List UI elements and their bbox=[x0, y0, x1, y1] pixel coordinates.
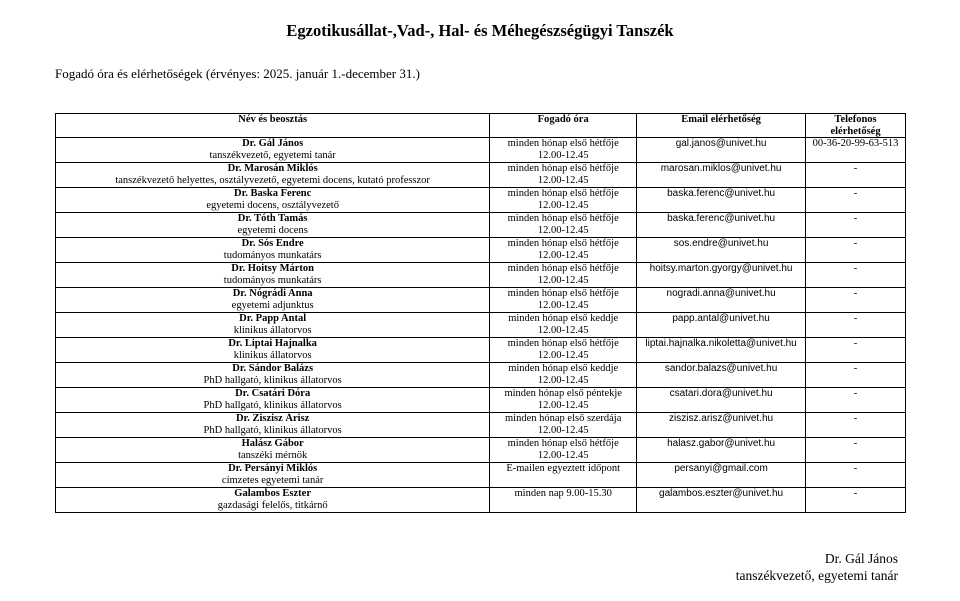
cell-office-hours bbox=[490, 413, 637, 438]
cell-name-position bbox=[56, 213, 490, 238]
cell-name-position bbox=[56, 238, 490, 263]
cell-phone: - bbox=[806, 263, 906, 288]
cell-name-position bbox=[56, 163, 490, 188]
office-hours-line: minden hónap első hétfője bbox=[507, 338, 619, 349]
staff-name: Dr. Marosán Miklós bbox=[227, 163, 318, 174]
page-title: Egzotikusállat-,Vad-, Hal- és Méhegészségügyi Tanszék bbox=[286, 21, 674, 40]
staff-position: tanszékvezető, egyetemi tanár bbox=[209, 149, 336, 161]
staff-name: Halász Gábor bbox=[241, 438, 304, 449]
cell-phone: 00-36-20-99-63-513 bbox=[806, 138, 906, 163]
cell-email[interactable]: liptai.hajnalka.nikoletta@univet.hu bbox=[637, 338, 806, 363]
header-office-hours: Fogadó óra bbox=[490, 114, 637, 138]
cell-phone: - bbox=[806, 188, 906, 213]
table-header-row bbox=[56, 114, 906, 138]
table-row bbox=[56, 288, 906, 313]
staff-position: címzetes egyetemi tanár bbox=[221, 474, 324, 486]
cell-phone: - bbox=[806, 338, 906, 363]
office-hours-line: 12.00-12.45 bbox=[537, 249, 589, 261]
cell-office-hours bbox=[490, 138, 637, 163]
cell-name-position bbox=[56, 338, 490, 363]
cell-email[interactable]: sandor.balazs@univet.hu bbox=[637, 363, 806, 388]
staff-name: Galambos Eszter bbox=[234, 488, 311, 499]
office-hours-line: 12.00-12.45 bbox=[537, 324, 589, 336]
cell-email[interactable]: papp.antal@univet.hu bbox=[637, 313, 806, 338]
office-hours-line: minden hónap első hétfője bbox=[507, 138, 619, 149]
table-row bbox=[56, 363, 906, 388]
office-hours-line: 12.00-12.45 bbox=[537, 424, 589, 436]
cell-email[interactable]: persanyi@gmail.com bbox=[637, 463, 806, 488]
office-hours-line: minden hónap első hétfője bbox=[507, 213, 619, 224]
office-hours-line: minden hónap első péntekje bbox=[504, 388, 622, 399]
table-row bbox=[56, 163, 906, 188]
cell-email[interactable]: nogradi.anna@univet.hu bbox=[637, 288, 806, 313]
cell-email[interactable]: csatari.dora@univet.hu bbox=[637, 388, 806, 413]
cell-name-position bbox=[56, 313, 490, 338]
office-hours-line: 12.00-12.45 bbox=[537, 349, 589, 361]
cell-name-position bbox=[56, 288, 490, 313]
table-row bbox=[56, 413, 906, 438]
table-row bbox=[56, 138, 906, 163]
header-email: Email elérhetőség bbox=[637, 114, 806, 138]
cell-name-position bbox=[56, 263, 490, 288]
cell-office-hours bbox=[490, 313, 637, 338]
cell-email[interactable]: gal.janos@univet.hu bbox=[637, 138, 806, 163]
table-row bbox=[56, 388, 906, 413]
staff-name: Dr. Sós Endre bbox=[241, 238, 304, 249]
cell-name-position bbox=[56, 388, 490, 413]
staff-position: tudományos munkatárs bbox=[223, 274, 322, 286]
staff-name: Dr. Liptai Hajnalka bbox=[228, 338, 317, 349]
signature-title: tanszékvezető, egyetemi tanár bbox=[735, 568, 898, 583]
cell-office-hours bbox=[490, 263, 637, 288]
table-row bbox=[56, 213, 906, 238]
cell-name-position bbox=[56, 138, 490, 163]
staff-position: PhD hallgató, klinikus állatorvos bbox=[203, 424, 342, 436]
office-hours-line: minden hónap első hétfője bbox=[507, 438, 619, 449]
cell-email[interactable]: sos.endre@univet.hu bbox=[637, 238, 806, 263]
staff-position: egyetemi docens bbox=[237, 224, 308, 236]
staff-position: PhD hallgató, klinikus állatorvos bbox=[203, 399, 342, 411]
cell-office-hours bbox=[490, 288, 637, 313]
office-hours-line: minden hónap első keddje bbox=[508, 363, 619, 374]
office-hours-line: minden hónap első szerdája bbox=[505, 413, 622, 424]
cell-email[interactable]: galambos.eszter@univet.hu bbox=[637, 488, 806, 513]
cell-phone: - bbox=[806, 388, 906, 413]
cell-name-position bbox=[56, 463, 490, 488]
staff-position: tudományos munkatárs bbox=[223, 249, 322, 261]
cell-name-position bbox=[56, 188, 490, 213]
office-hours-line: minden hónap első hétfője bbox=[507, 288, 619, 299]
cell-phone: - bbox=[806, 288, 906, 313]
cell-office-hours bbox=[490, 388, 637, 413]
staff-name: Dr. Nógrádi Anna bbox=[232, 288, 313, 299]
cell-office-hours bbox=[490, 338, 637, 363]
table-row bbox=[56, 463, 906, 488]
staff-name: Dr. Hoitsy Márton bbox=[231, 263, 315, 274]
cell-phone: - bbox=[806, 163, 906, 188]
office-hours-line: 12.00-12.45 bbox=[537, 149, 589, 161]
office-hours-line: minden hónap első hétfője bbox=[507, 238, 619, 249]
staff-position: egyetemi adjunktus bbox=[231, 299, 314, 311]
office-hours-line: 12.00-12.45 bbox=[537, 299, 589, 311]
table-row bbox=[56, 338, 906, 363]
cell-phone: - bbox=[806, 363, 906, 388]
staff-position: PhD hallgató, klinikus állatorvos bbox=[203, 374, 342, 386]
office-hours-line: 12.00-12.45 bbox=[537, 399, 589, 411]
staff-name: Dr. Persányi Miklós bbox=[228, 463, 318, 474]
office-hours-line: minden hónap első keddje bbox=[508, 313, 619, 324]
cell-office-hours bbox=[490, 163, 637, 188]
table-row bbox=[56, 313, 906, 338]
staff-position: tanszéki mérnök bbox=[238, 449, 308, 461]
table-row bbox=[56, 238, 906, 263]
signature-name: Dr. Gál János bbox=[824, 551, 898, 566]
table-row bbox=[56, 438, 906, 463]
cell-email[interactable]: baska.ferenc@univet.hu bbox=[637, 213, 806, 238]
office-hours-line: 12.00-12.45 bbox=[537, 174, 589, 186]
office-hours-line: E-mailen egyeztett időpont bbox=[506, 463, 621, 474]
cell-email[interactable]: ziszisz.arisz@univet.hu bbox=[637, 413, 806, 438]
office-hours-line: minden hónap első hétfője bbox=[507, 188, 619, 199]
cell-office-hours bbox=[490, 488, 637, 513]
header-name-position: Név és beosztás bbox=[56, 114, 490, 138]
contacts-table bbox=[55, 113, 906, 513]
cell-office-hours bbox=[490, 463, 637, 488]
cell-name-position bbox=[56, 413, 490, 438]
table-row bbox=[56, 263, 906, 288]
cell-phone: - bbox=[806, 438, 906, 463]
cell-office-hours bbox=[490, 238, 637, 263]
staff-name: Dr. Gál János bbox=[242, 138, 304, 149]
office-hours-line: minden nap 9.00-15.30 bbox=[514, 488, 612, 499]
cell-office-hours bbox=[490, 188, 637, 213]
cell-email[interactable]: marosan.miklos@univet.hu bbox=[637, 163, 806, 188]
cell-office-hours bbox=[490, 438, 637, 463]
office-hours-line: minden hónap első hétfője bbox=[507, 263, 619, 274]
header-phone: Telefonos elérhetőség bbox=[806, 114, 906, 138]
intro-text: Fogadó óra és elérhetőségek (érvényes: 2025. január 1.-december 31.) bbox=[55, 66, 420, 81]
staff-name: Dr. Baska Ferenc bbox=[234, 188, 312, 199]
cell-name-position bbox=[56, 363, 490, 388]
cell-email[interactable]: halasz.gabor@univet.hu bbox=[637, 438, 806, 463]
cell-office-hours bbox=[490, 213, 637, 238]
staff-position: gazdasági felelős, titkárnő bbox=[217, 499, 328, 511]
office-hours-line: 12.00-12.45 bbox=[537, 199, 589, 211]
table-row bbox=[56, 188, 906, 213]
cell-name-position bbox=[56, 488, 490, 513]
office-hours-line: 12.00-12.45 bbox=[537, 449, 589, 461]
staff-position: egyetemi docens, osztályvezető bbox=[206, 199, 339, 211]
cell-name-position bbox=[56, 438, 490, 463]
office-hours-line: 12.00-12.45 bbox=[537, 374, 589, 386]
cell-office-hours bbox=[490, 363, 637, 388]
staff-name: Dr. Csatári Dóra bbox=[235, 388, 311, 399]
cell-phone: - bbox=[806, 213, 906, 238]
cell-email[interactable]: hoitsy.marton.gyorgy@univet.hu bbox=[637, 263, 806, 288]
cell-phone: - bbox=[806, 313, 906, 338]
signature bbox=[736, 550, 898, 584]
cell-email[interactable]: baska.ferenc@univet.hu bbox=[637, 188, 806, 213]
cell-phone: - bbox=[806, 413, 906, 438]
cell-phone: - bbox=[806, 463, 906, 488]
staff-position: klinikus állatorvos bbox=[233, 349, 312, 361]
staff-name: Dr. Ziszisz Árisz bbox=[235, 413, 310, 424]
office-hours-line: 12.00-12.45 bbox=[537, 274, 589, 286]
cell-phone: - bbox=[806, 488, 906, 513]
cell-phone: - bbox=[806, 238, 906, 263]
table-row bbox=[56, 488, 906, 513]
staff-position: tanszékvezető helyettes, osztályvezető, egyetemi docens, kutató professzor bbox=[115, 174, 430, 186]
staff-name: Dr. Tóth Tamás bbox=[237, 213, 308, 224]
office-hours-line: 12.00-12.45 bbox=[537, 224, 589, 236]
staff-position: klinikus állatorvos bbox=[233, 324, 312, 336]
staff-name: Dr. Papp Antal bbox=[239, 313, 307, 324]
office-hours-line: minden hónap első hétfője bbox=[507, 163, 619, 174]
staff-name: Dr. Sándor Balázs bbox=[232, 363, 314, 374]
